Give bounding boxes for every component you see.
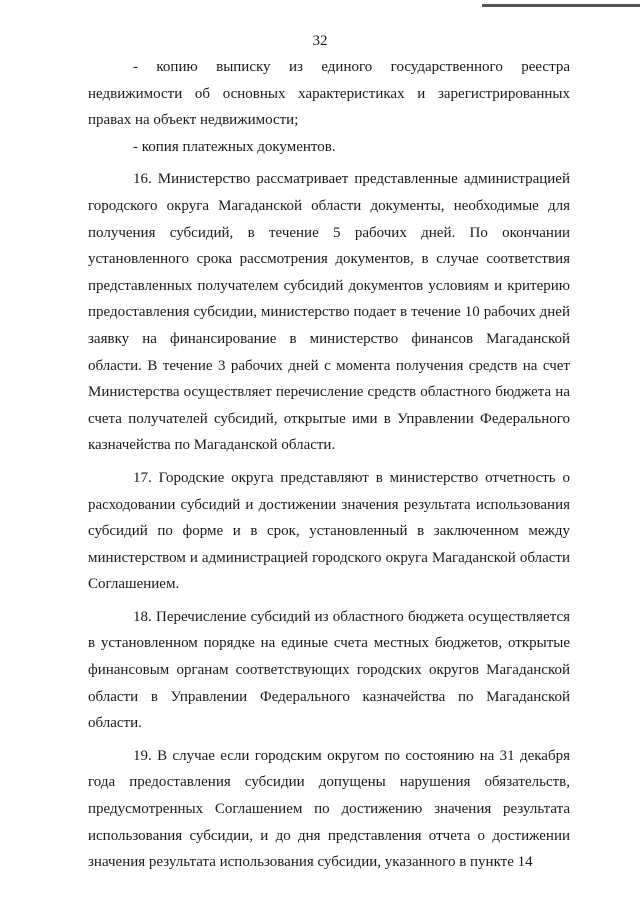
paragraph-item-19: 19. В случае если городским округом по состоянию на 31 декабря года предоставления субсидии допущены нарушения обязательств, предусмотренных Соглашением по достижению значения результата использования субсидии, и до дня представления отчета о достижении значения результата использования субсидии, указанного в пункте 14 xyxy=(88,747,570,871)
scan-edge-line xyxy=(482,4,640,7)
paragraph-item-16: 16. Министерство рассматривает представленные администрацией городского округа Магаданской области документы, необходимые для получения субсидий, в течение 5 рабочих дней. По окончании установленного срока рассмотрения документов, в случае соответствия представленных получателем субсидий документов условиям и критерию предоставления субсидии, министерство подает в течение 10 рабочих дней заявку на финансирование в министерство финансов Магаданской области. В течение 3 рабочих дней с момента получения средств на счет Министерства осуществляет перечисление средств областного бюджета на счета получателей субсидий, открытые ими в Управлении Федерального казначейства по Магаданской области. xyxy=(88,171,570,454)
paragraph-list-item-extract: - копию выписку из единого государственного реестра недвижимости об основных характеристиках и зарегистрированных правах на объект недвижимости; xyxy=(88,59,570,129)
page-number: 32 xyxy=(312,33,328,49)
paragraph-item-17: 17. Городские округа представляют в министерство отчетность о расходовании субсидий и достижении значения результата использования субсидий по форме и в срок, установленный в заключенном между министерством и администрацией городского округа Магаданской области Соглашением. xyxy=(88,469,570,593)
document-body xyxy=(88,54,570,876)
paragraph-list-item-payment-docs: - копия платежных документов. xyxy=(133,138,336,155)
paragraph-item-18: 18. Перечисление субсидий из областного бюджета осуществляется в установленном порядке на единые счета местных бюджетов, открытые финансовым органам соответствующих городских округов Магаданской области в Управлении Федерального казначейства по Магаданской области. xyxy=(88,608,570,732)
